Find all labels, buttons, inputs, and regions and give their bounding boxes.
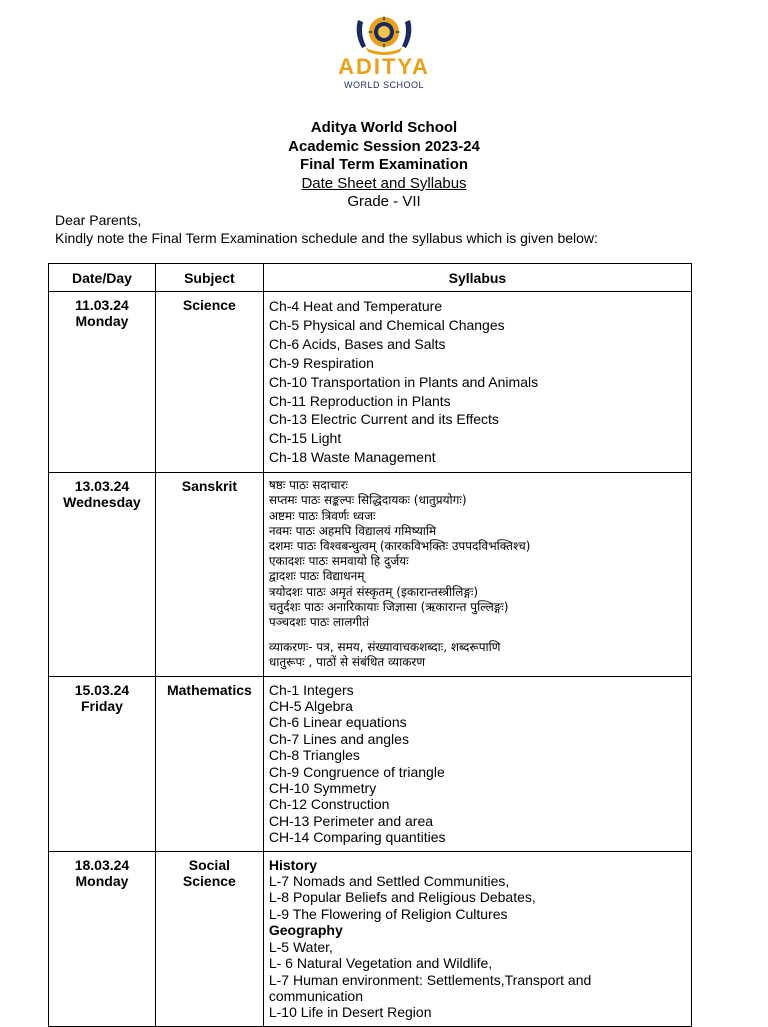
syllabus-item: CH-13 Perimeter and area bbox=[268, 812, 434, 829]
syllabus-item: Ch-12 Construction bbox=[268, 796, 390, 813]
syllabus-item: Ch-9 Congruence of triangle bbox=[268, 763, 445, 780]
syllabus-item: त्रयोदशः पाठः अमृतं संस्कृतम् (इकारान्तस्त्रीलिङ्गः) bbox=[268, 584, 479, 599]
syllabus-item: CH-14 Comparing quantities bbox=[268, 829, 446, 846]
syllabus-item: षष्ठः पाठः सदाचारः bbox=[268, 478, 348, 493]
syllabus-item: Ch-9 Respiration bbox=[268, 354, 374, 371]
syllabus-item: Ch-11 Reproduction in Plants bbox=[268, 392, 451, 409]
syllabus-item: द्वादशः पाठः विद्याधनम् bbox=[268, 569, 365, 584]
sun-crest-icon bbox=[352, 12, 416, 56]
table-row bbox=[49, 473, 692, 676]
syllabus-item: CH-5 Algebra bbox=[268, 698, 353, 714]
subject-name: Sanskrit bbox=[181, 478, 237, 495]
exam-day: Wednesday bbox=[63, 494, 141, 511]
subject-name: Science bbox=[182, 872, 236, 889]
syllabus-item: Ch-6 Linear equations bbox=[268, 714, 407, 731]
academic-session: Academic Session 2023-24 bbox=[288, 137, 480, 155]
syllabus-cell bbox=[263, 473, 691, 676]
document-heading bbox=[0, 119, 768, 212]
syllabus-item: L-7 Nomads and Settled Communities, bbox=[268, 873, 510, 890]
syllabus-item: Ch-18 Waste Management bbox=[268, 449, 436, 466]
spacer bbox=[269, 630, 686, 640]
subject-cell bbox=[155, 851, 263, 1026]
header-date-day: Date/Day bbox=[49, 264, 156, 292]
syllabus-item: Ch-5 Physical and Chemical Changes bbox=[268, 316, 505, 333]
syllabus-item: Ch-13 Electric Current and its Effects bbox=[268, 411, 499, 428]
school-name: Aditya World School bbox=[310, 119, 458, 136]
document-type: Date Sheet and Syllabus bbox=[301, 174, 467, 192]
intro-text bbox=[55, 211, 598, 247]
syllabus-item: एकादशः पाठः समवायो हि दुर्जयः bbox=[268, 554, 409, 569]
subject-name: Science bbox=[182, 297, 236, 313]
date-cell bbox=[49, 676, 156, 851]
table-row bbox=[49, 292, 692, 473]
exam-date: 11.03.24 bbox=[75, 297, 129, 313]
logo-subtitle: WORLD SCHOOL bbox=[343, 80, 424, 90]
syllabus-item: Ch-10 Transportation in Plants and Animals bbox=[268, 373, 539, 390]
syllabus-item: Ch-8 Triangles bbox=[268, 747, 360, 764]
syllabus-item: L-5 Water, bbox=[268, 938, 333, 955]
grammar-item: धातुरूपः , पाठों से संबंधित व्याकरण bbox=[268, 655, 426, 670]
syllabus-item: Ch-1 Integers bbox=[268, 681, 354, 698]
syllabus-item: दशमः पाठः विश्वबन्धुत्वम् (कारकविभक्तिः उपपदविभक्तिश्च) bbox=[268, 538, 531, 553]
syllabus-item: सप्तमः पाठः सङ्कल्पः सिद्धिदायकः (धातुप्रयोगः) bbox=[268, 493, 467, 508]
syllabus-cell bbox=[263, 676, 691, 851]
grade-label: Grade - VII bbox=[347, 193, 421, 210]
salutation: Dear Parents, bbox=[55, 212, 142, 228]
syllabus-cell bbox=[263, 292, 691, 473]
syllabus-item: पञ्चदशः पाठः लालगीतं bbox=[268, 614, 370, 629]
date-cell bbox=[49, 851, 156, 1026]
syllabus-item: Ch-4 Heat and Temperature bbox=[268, 298, 443, 314]
table-row bbox=[49, 676, 692, 851]
school-logo bbox=[330, 12, 438, 104]
exam-date: 15.03.24 bbox=[74, 681, 130, 698]
syllabus-item: नवमः पाठः अहमपि विद्यालयं गमिष्यामि bbox=[268, 523, 437, 538]
exam-title: Final Term Examination bbox=[299, 156, 469, 173]
table-row bbox=[49, 851, 692, 1026]
header-syllabus: Syllabus bbox=[263, 264, 691, 292]
syllabus-item: L-8 Popular Beliefs and Religious Debates, bbox=[268, 889, 536, 906]
subject-name: Mathematics bbox=[166, 681, 252, 698]
syllabus-item: CH-10 Symmetry bbox=[268, 780, 377, 797]
syllabus-item: L-9 The Flowering of Religion Cultures bbox=[268, 905, 508, 922]
section-title: History bbox=[268, 856, 318, 873]
syllabus-item: अष्टमः पाठः त्रिवर्णः ध्वजः bbox=[268, 508, 376, 523]
subject-name: Social bbox=[188, 856, 230, 873]
exam-day: Friday bbox=[80, 697, 123, 714]
datesheet-table bbox=[48, 263, 692, 1027]
subject-cell bbox=[155, 473, 263, 676]
syllabus-item: Ch-7 Lines and angles bbox=[268, 730, 409, 747]
syllabus-item: चतुर्दशः पाठः अनारिकायाः जिज्ञासा (ऋकारान्त पुल्लिङ्गः) bbox=[268, 599, 509, 614]
syllabus-item: L-7 Human environment: Settlements,Transport and communication bbox=[268, 971, 592, 1004]
section-title: Geography bbox=[268, 922, 343, 939]
exam-day: Monday bbox=[75, 872, 129, 889]
exam-date: 13.03.24 bbox=[74, 478, 130, 495]
syllabus-item: L- 6 Natural Vegetation and Wildlife, bbox=[268, 955, 493, 972]
subject-cell bbox=[155, 676, 263, 851]
exam-day: Monday bbox=[75, 313, 129, 329]
table-header-row bbox=[49, 264, 692, 292]
syllabus-item: Ch-15 Light bbox=[268, 430, 342, 447]
date-cell bbox=[49, 292, 156, 473]
exam-date: 18.03.24 bbox=[74, 856, 130, 873]
subject-cell bbox=[155, 292, 263, 473]
grammar-item: व्याकरणः- पत्र, समय, संख्यावाचकशब्दाः, शब्दरूपाणि bbox=[268, 640, 501, 655]
intro-note: Kindly note the Final Term Examination schedule and the syllabus which is given below: bbox=[55, 230, 598, 246]
date-cell bbox=[49, 473, 156, 676]
syllabus-item: Ch-6 Acids, Bases and Salts bbox=[268, 335, 446, 352]
syllabus-cell bbox=[263, 851, 691, 1026]
syllabus-item: L-10 Life in Desert Region bbox=[268, 1004, 432, 1021]
header-subject: Subject bbox=[155, 264, 263, 292]
logo-wordmark: ADITYA bbox=[338, 54, 430, 79]
